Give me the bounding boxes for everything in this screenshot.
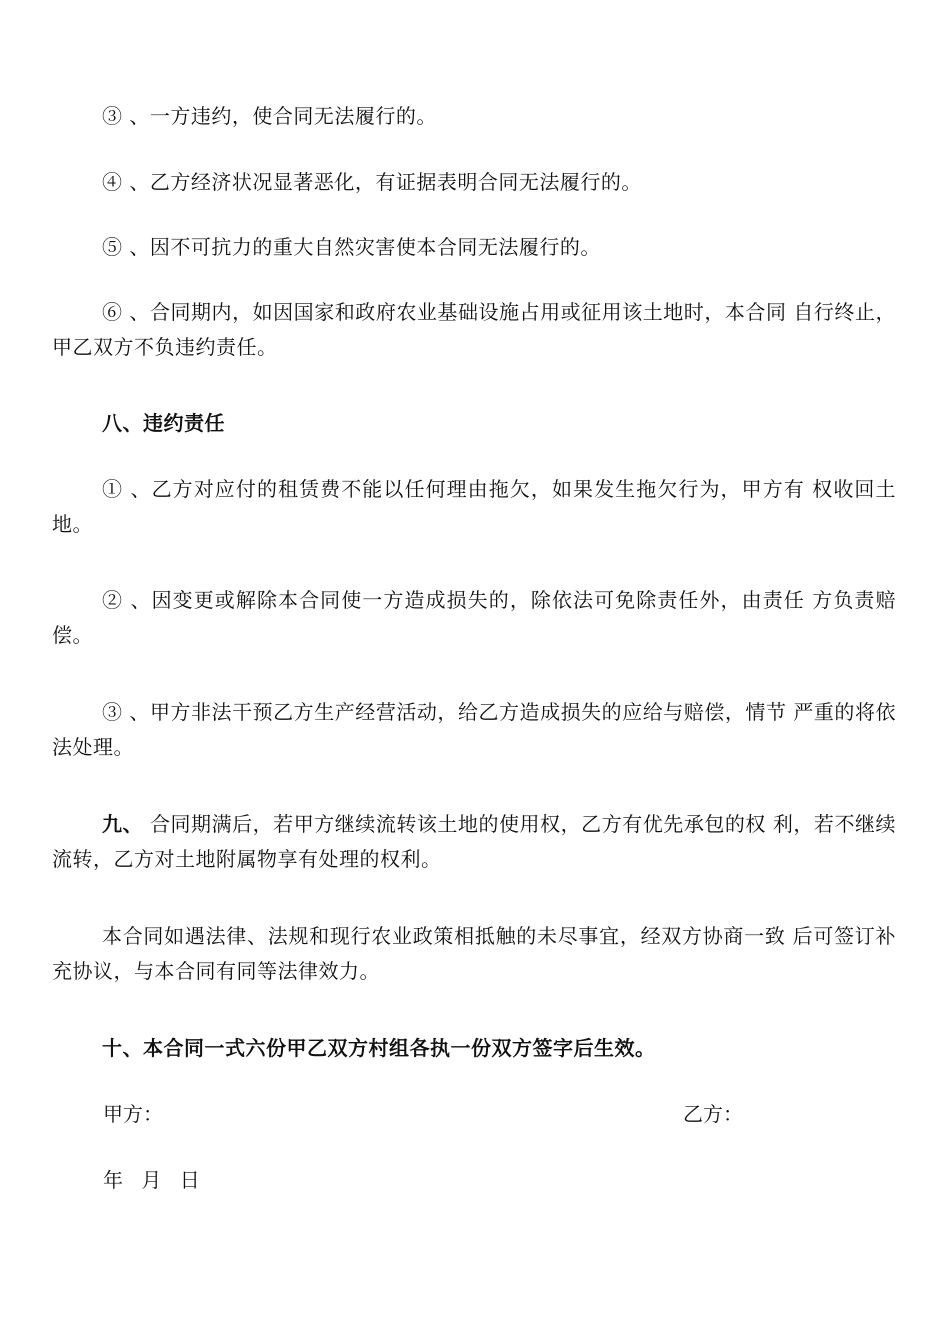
section-8-clause-3: ③ 、甲方非法干预乙方生产经营活动，给乙方造成损失的应给与赔偿，情节 严重的将依法处理。	[52, 700, 896, 759]
supplement-paragraph: 本合同如遇法律、法规和现行农业政策相抵触的未尽事宜，经双方协商一致 后可签订补充协议，与本合同有同等法律效力。	[52, 924, 896, 983]
section-8-heading: 八、违约责任	[102, 411, 225, 435]
section-10-heading: 十、本合同一式六份甲乙双方村组各执一份双方签字后生效。	[102, 1036, 656, 1060]
section-9-paragraph	[52, 807, 896, 877]
clause-3-termination: ③ 、一方违约，使合同无法履行的。	[102, 104, 437, 128]
section-9-lead: 九、	[102, 812, 144, 836]
clause-6-termination: ⑥ 、合同期内，如因国家和政府农业基础设施占用或征用该土地时，本合同 自行终止，甲乙双方不负违约责任。	[52, 300, 896, 359]
party-a-signature-label: 甲方：	[103, 1102, 163, 1126]
clause-5-termination: ⑤ 、因不可抗力的重大自然灾害使本合同无法履行的。	[102, 235, 601, 259]
clause-4-termination: ④ 、乙方经济状况显著恶化，有证据表明合同无法履行的。	[102, 170, 642, 194]
section-9-text: 合同期满后，若甲方继续流转该土地的使用权，乙方有优先承包的权 利，若不继续流转，乙方对土地附属物享有处理的权利。	[52, 812, 897, 871]
party-b-signature-label: 乙方：	[683, 1102, 743, 1126]
section-8-clause-1: ① 、乙方对应付的租赁费不能以任何理由拖欠，如果发生拖欠行为，甲方有 权收回土地。	[52, 477, 896, 536]
date-line: 年 月 日	[103, 1168, 200, 1192]
section-8-clause-2: ② 、因变更或解除本合同使一方造成损失的，除依法可免除责任外，由责任 方负责赔偿。	[52, 588, 896, 647]
